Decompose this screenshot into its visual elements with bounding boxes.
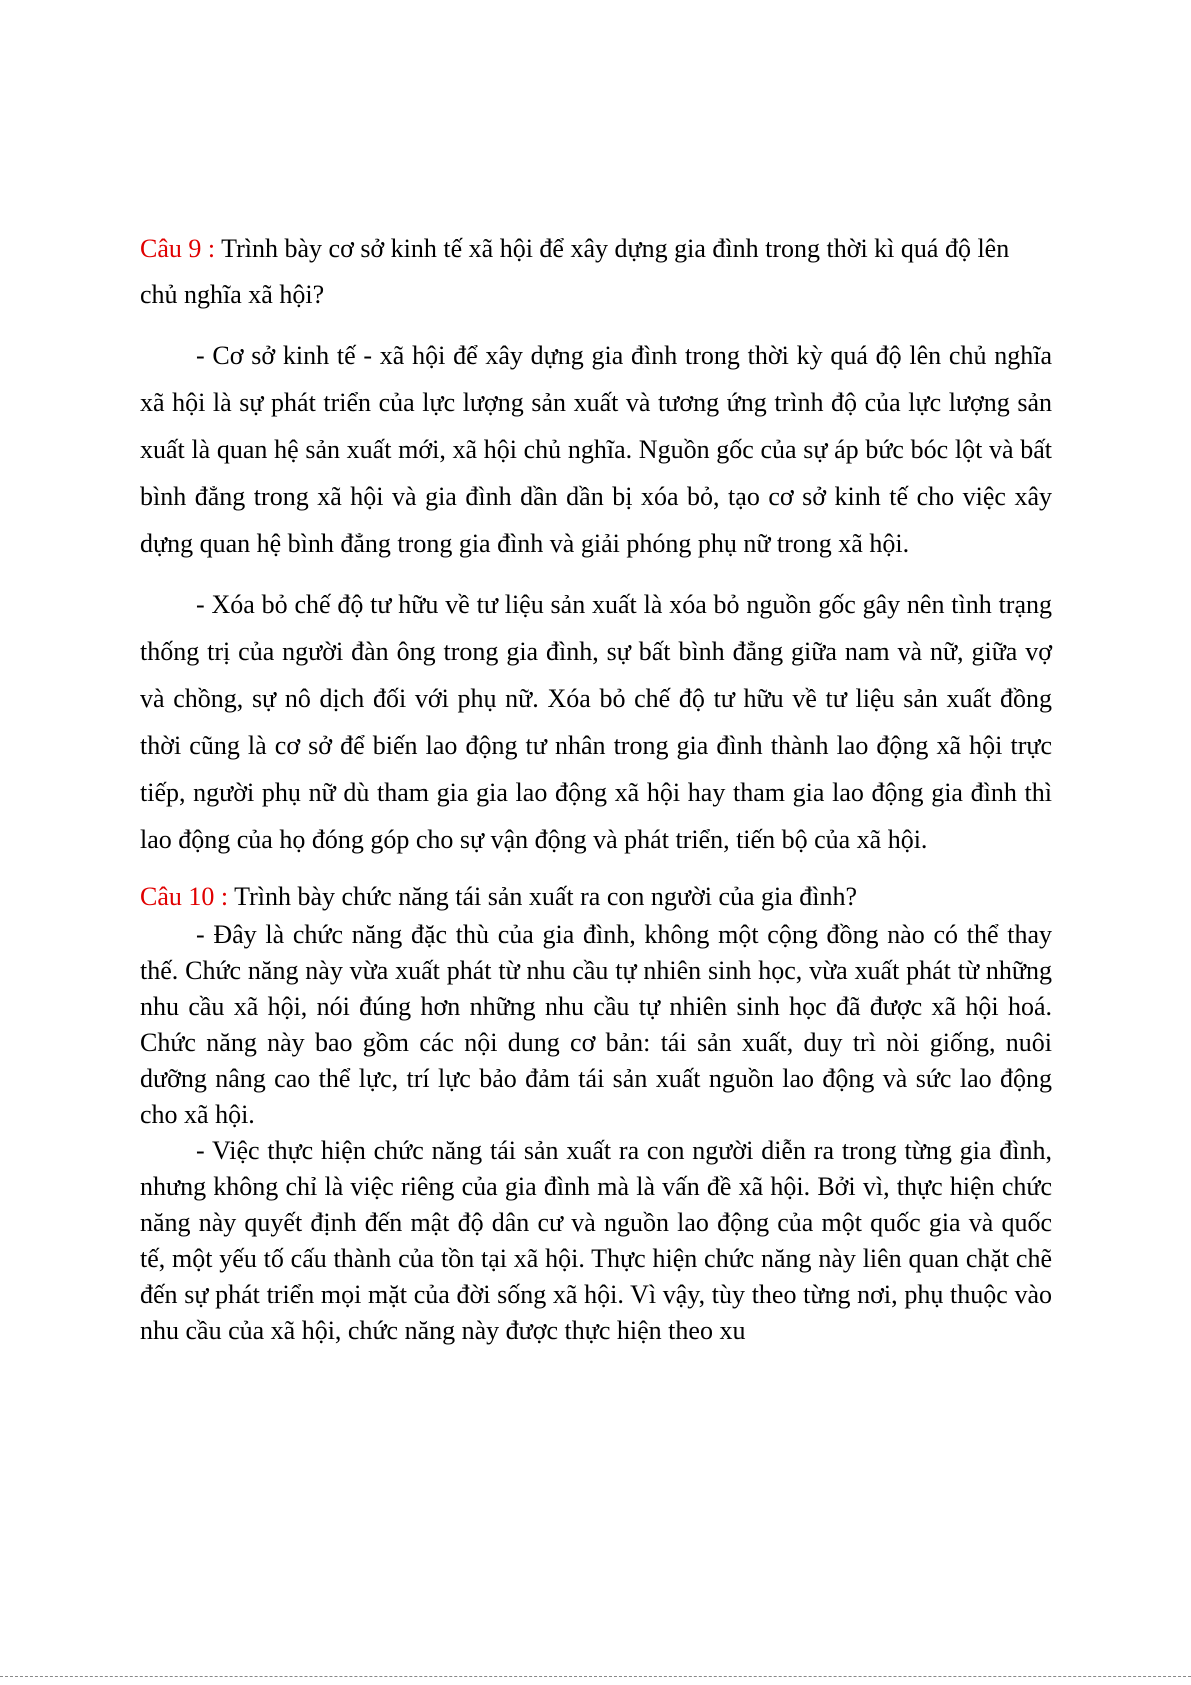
question-9-heading xyxy=(140,226,1052,318)
question-10-paragraph-1: - Đây là chức năng đặc thù của gia đình, không một cộng đồng nào có thể thay thế. Chức năng này vừa xuất phát từ nhu cầu tự nhiên sinh học, vừa xuất phát từ những nhu cầu xã hội, nói đúng hơn những nhu cầu tự nhiên sinh học đã được xã hội hoá. Chức năng này bao gồm các nội dung cơ bản: tái sản xuất, duy trì nòi giống, nuôi dưỡng nâng cao thể lực, trí lực bảo đảm tái sản xuất nguồn lao động và sức lao động cho xã hội. xyxy=(140,920,1052,1129)
question-9-paragraph-1: - Cơ sở kinh tế - xã hội để xây dựng gia đình trong thời kỳ quá độ lên chủ nghĩa xã hội là sự phát triển của lực lượng sản xuất và tương ứng trình độ của lực lượng sản xuất là quan hệ sản xuất mới, xã hội chủ nghĩa. Nguồn gốc của sự áp bức bóc lột và bất bình đẳng trong xã hội và gia đình dần dần bị xóa bỏ, tạo cơ sở kinh tế cho việc xây dựng quan hệ bình đẳng trong gia đình và giải phóng phụ nữ trong xã hội. xyxy=(140,341,1052,558)
question-10-label: Câu 10 : xyxy=(140,882,229,911)
question-10-heading xyxy=(140,877,1052,917)
document-page xyxy=(140,226,1052,1349)
question-10-title: Trình bày chức năng tái sản xuất ra con người của gia đình? xyxy=(228,882,858,911)
question-9-label: Câu 9 : xyxy=(140,234,216,263)
question-9-title: Trình bày cơ sở kinh tế xã hội để xây dựng gia đình trong thời kì quá độ lên chủ nghĩa xã hội? xyxy=(140,234,1010,309)
page-bottom-divider xyxy=(0,1676,1191,1677)
question-9-paragraph-2: - Xóa bỏ chế độ tư hữu về tư liệu sản xuất là xóa bỏ nguồn gốc gây nên tình trạng thống trị của người đàn ông trong gia đình, sự bất bình đẳng giữa nam và nữ, giữa vợ và chồng, sự nô dịch đối với phụ nữ. Xóa bỏ chế độ tư hữu về tư liệu sản xuất đồng thời cũng là cơ sở để biến lao động tư nhân trong gia đình thành lao động xã hội trực tiếp, người phụ nữ dù tham gia gia lao động xã hội hay tham gia lao động gia đình thì lao động của họ đóng góp cho sự vận động và phát triển, tiến bộ của xã hội. xyxy=(140,590,1052,854)
question-10-paragraph-2: - Việc thực hiện chức năng tái sản xuất ra con người diễn ra trong từng gia đình, nhưng không chỉ là việc riêng của gia đình mà là vấn đề xã hội. Bởi vì, thực hiện chức năng này quyết định đến mật độ dân cư và nguồn lao động của một quốc gia và quốc tế, một yếu tố cấu thành của tồn tại xã hội. Thực hiện chức năng này liên quan chặt chẽ đến sự phát triển mọi mặt của đời sống xã hội. Vì vậy, tùy theo từng nơi, phụ thuộc vào nhu cầu của xã hội, chức năng này được thực hiện theo xu xyxy=(140,1136,1052,1345)
